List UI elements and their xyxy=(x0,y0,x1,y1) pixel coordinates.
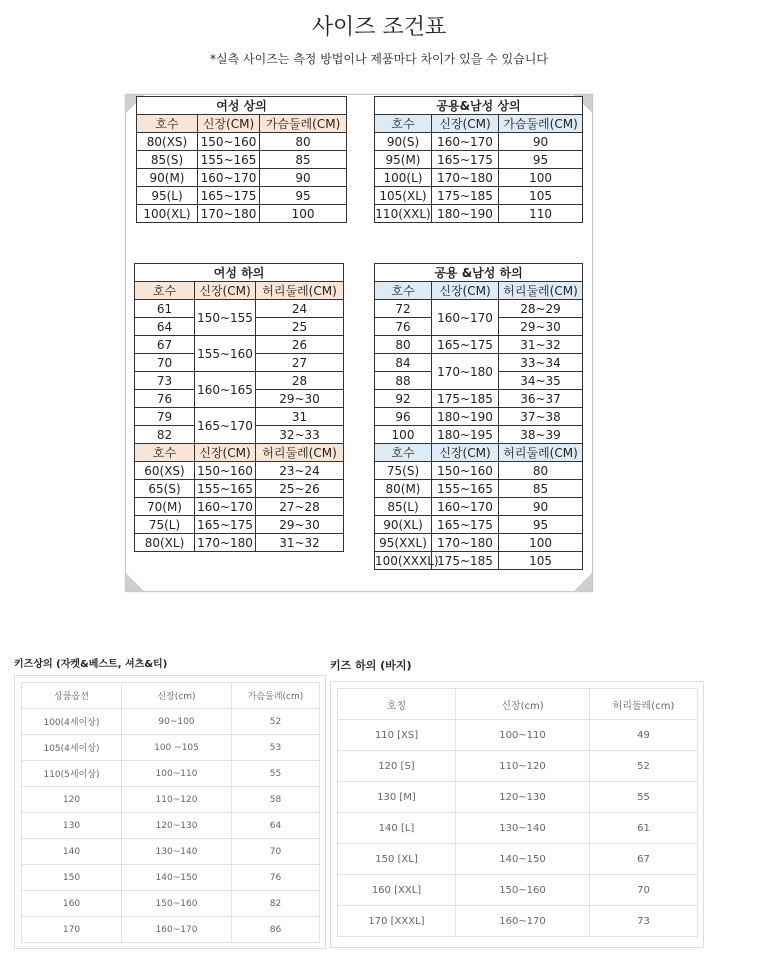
table-cell: 120~130 xyxy=(122,813,232,839)
table-cell: 110~120 xyxy=(122,787,232,813)
table-cell: 70 xyxy=(135,354,195,372)
table-row xyxy=(135,408,344,426)
kids-top-table xyxy=(21,682,320,943)
table-row xyxy=(375,336,583,354)
table-cell: 90(M) xyxy=(137,169,198,187)
header-cell: 상품옵션 xyxy=(22,683,122,709)
table-cell: 130~140 xyxy=(456,813,590,844)
table-cell: 150~160 xyxy=(195,462,256,480)
table-cell: 76 xyxy=(375,318,432,336)
table-row xyxy=(338,875,698,906)
table-cell: 170~180 xyxy=(432,169,499,187)
table-row xyxy=(135,516,344,534)
table-cell: 170 xyxy=(22,917,122,943)
table-cell: 23~24 xyxy=(256,462,344,480)
table-cell: 100 xyxy=(499,534,583,552)
table-cell: 61 xyxy=(135,300,195,318)
table-cell: 85(L) xyxy=(375,498,432,516)
women-top-table xyxy=(136,96,347,223)
table-cell: 165~170 xyxy=(195,408,256,444)
header-cell: 신장(CM) xyxy=(432,282,499,300)
table-cell: 155~165 xyxy=(198,151,260,169)
table-cell: 160~170 xyxy=(198,169,260,187)
table-cell: 80 xyxy=(260,133,347,151)
table-row xyxy=(338,782,698,813)
table-cell: 29~30 xyxy=(256,390,344,408)
table-cell: 110 xyxy=(499,205,583,223)
table-cell: 73 xyxy=(590,906,698,937)
table-cell: 95(M) xyxy=(375,151,432,169)
table-row xyxy=(135,372,344,390)
table-cell: 27~28 xyxy=(256,498,344,516)
table-cell: 100(4세이상) xyxy=(22,709,122,735)
table-cell: 105 xyxy=(499,187,583,205)
table-cell: 55 xyxy=(232,761,320,787)
table-cell: 84 xyxy=(375,354,432,372)
kids-bottom-box xyxy=(330,681,704,948)
table-cell: 31~32 xyxy=(256,534,344,552)
table-cell: 32~33 xyxy=(256,426,344,444)
size-chart-panel xyxy=(125,94,593,592)
table-cell: 150~155 xyxy=(195,300,256,336)
table-cell: 180~190 xyxy=(432,205,499,223)
table-cell: 130 [M] xyxy=(338,782,456,813)
table-row xyxy=(22,891,320,917)
men-top-table xyxy=(374,96,583,223)
header-cell: 가슴둘레(CM) xyxy=(499,115,583,133)
table-cell: 61 xyxy=(590,813,698,844)
table-cell: 64 xyxy=(135,318,195,336)
table-cell: 58 xyxy=(232,787,320,813)
table-cell: 28~29 xyxy=(499,300,583,318)
table-cell: 82 xyxy=(232,891,320,917)
table-cell: 160~170 xyxy=(432,133,499,151)
table-cell: 92 xyxy=(375,390,432,408)
table-row xyxy=(375,516,583,534)
table-row xyxy=(375,169,583,187)
table-cell: 80 xyxy=(499,462,583,480)
table-row xyxy=(135,480,344,498)
header-cell: 가슴둘레(cm) xyxy=(232,683,320,709)
table-cell: 105 xyxy=(499,552,583,570)
table-cell: 25~26 xyxy=(256,480,344,498)
table-row xyxy=(375,480,583,498)
table-cell: 80(M) xyxy=(375,480,432,498)
women-bottom-table xyxy=(134,263,344,552)
table-cell: 100~110 xyxy=(456,720,590,751)
table-cell: 96 xyxy=(375,408,432,426)
table-cell: 150~160 xyxy=(122,891,232,917)
table-row xyxy=(22,839,320,865)
table-cell: 165~175 xyxy=(198,187,260,205)
table-cell: 160 xyxy=(22,891,122,917)
table-cell: 160~170 xyxy=(122,917,232,943)
kids-bottom-table xyxy=(337,688,698,937)
men-bottom-table xyxy=(374,263,583,570)
table-cell: 80(XS) xyxy=(137,133,198,151)
table-cell: 80(XL) xyxy=(135,534,195,552)
table-caption: 공용&남성 상의 xyxy=(375,97,583,115)
table-cell: 100 xyxy=(499,169,583,187)
table-cell: 38~39 xyxy=(499,426,583,444)
table-cell: 120~130 xyxy=(456,782,590,813)
kids-bottom-title: 키즈 하의 (바지) xyxy=(330,659,412,672)
table-cell: 110~120 xyxy=(456,751,590,782)
table-cell: 105(4세이상) xyxy=(22,735,122,761)
table-row xyxy=(338,813,698,844)
table-cell: 49 xyxy=(590,720,698,751)
table-cell: 130~140 xyxy=(122,839,232,865)
table-cell: 160~170 xyxy=(195,498,256,516)
table-cell: 100(XL) xyxy=(137,205,198,223)
table-cell: 140 xyxy=(22,839,122,865)
table-cell: 70 xyxy=(232,839,320,865)
table-cell: 130 xyxy=(22,813,122,839)
table-cell: 85(S) xyxy=(137,151,198,169)
table-cell: 100(L) xyxy=(375,169,432,187)
table-cell: 140 [L] xyxy=(338,813,456,844)
table-cell: 79 xyxy=(135,408,195,426)
table-cell: 95 xyxy=(499,516,583,534)
table-caption: 여성 하의 xyxy=(135,264,344,282)
table-cell: 70(M) xyxy=(135,498,195,516)
table-cell: 95(L) xyxy=(137,187,198,205)
table-row xyxy=(375,552,583,570)
table-cell: 180~190 xyxy=(432,408,499,426)
table-cell: 105(XL) xyxy=(375,187,432,205)
table-caption: 여성 상의 xyxy=(137,97,347,115)
table-row xyxy=(338,906,698,937)
table-cell: 33~34 xyxy=(499,354,583,372)
table-caption: 공용 &남성 하의 xyxy=(375,264,583,282)
header-cell: 신장(cm) xyxy=(456,689,590,720)
table-cell: 90~100 xyxy=(122,709,232,735)
table-cell: 110(5세이상) xyxy=(22,761,122,787)
table-cell: 100 ~105 xyxy=(122,735,232,761)
table-cell: 170 [XXXL] xyxy=(338,906,456,937)
table-cell: 160 [XXL] xyxy=(338,875,456,906)
table-cell: 90 xyxy=(499,498,583,516)
header-cell: 호수 xyxy=(375,115,432,133)
table-cell: 170~180 xyxy=(195,534,256,552)
table-cell: 29~30 xyxy=(499,318,583,336)
header-cell: 허리둘레(cm) xyxy=(590,689,698,720)
table-cell: 155~160 xyxy=(195,336,256,372)
table-row xyxy=(22,761,320,787)
table-cell: 31 xyxy=(256,408,344,426)
table-row xyxy=(137,151,347,169)
table-cell: 67 xyxy=(590,844,698,875)
table-row xyxy=(375,534,583,552)
table-row xyxy=(338,720,698,751)
table-cell: 120 xyxy=(22,787,122,813)
table-cell: 65(S) xyxy=(135,480,195,498)
header-cell: 신장(cm) xyxy=(122,683,232,709)
header-cell: 호수 xyxy=(375,282,432,300)
header-cell: 호수 xyxy=(135,282,195,300)
table-cell: 82 xyxy=(135,426,195,444)
table-cell: 155~165 xyxy=(195,480,256,498)
table-cell: 150 xyxy=(22,865,122,891)
table-row xyxy=(22,709,320,735)
table-cell: 150~160 xyxy=(456,875,590,906)
table-row xyxy=(375,187,583,205)
table-cell: 140~150 xyxy=(122,865,232,891)
table-cell: 160~170 xyxy=(456,906,590,937)
table-row xyxy=(375,354,583,372)
header-cell: 가슴둘레(CM) xyxy=(260,115,347,133)
table-cell: 170~180 xyxy=(432,534,499,552)
table-row xyxy=(22,813,320,839)
table-row xyxy=(22,787,320,813)
table-cell: 160~165 xyxy=(195,372,256,408)
table-cell: 160~170 xyxy=(432,300,499,336)
table-cell: 28 xyxy=(256,372,344,390)
table-cell: 60(XS) xyxy=(135,462,195,480)
table-cell: 90 xyxy=(260,169,347,187)
table-cell: 67 xyxy=(135,336,195,354)
table-cell: 75(L) xyxy=(135,516,195,534)
table-cell: 26 xyxy=(256,336,344,354)
table-row xyxy=(338,844,698,875)
table-cell: 155~165 xyxy=(432,480,499,498)
header-cell: 허리둘레(CM) xyxy=(256,444,344,462)
kids-top-box xyxy=(14,675,326,949)
table-cell: 170~180 xyxy=(432,354,499,390)
table-row xyxy=(22,865,320,891)
table-row xyxy=(375,300,583,318)
table-cell: 180~195 xyxy=(432,426,499,444)
table-row xyxy=(137,169,347,187)
table-cell: 25 xyxy=(256,318,344,336)
table-row xyxy=(375,408,583,426)
table-row xyxy=(375,498,583,516)
photo-corner xyxy=(126,573,144,591)
table-cell: 100(XXXL) xyxy=(375,553,439,568)
header-cell: 신장(CM) xyxy=(195,444,256,462)
header-cell: 신장(CM) xyxy=(195,282,256,300)
header-cell: 호수 xyxy=(137,115,198,133)
table-cell: 88 xyxy=(375,372,432,390)
table-row xyxy=(375,205,583,223)
header-cell: 신장(CM) xyxy=(198,115,260,133)
table-cell: 110 [XS] xyxy=(338,720,456,751)
table-cell: 150~160 xyxy=(198,133,260,151)
table-cell: 70 xyxy=(590,875,698,906)
table-cell: 100~110 xyxy=(122,761,232,787)
table-cell: 150~160 xyxy=(432,462,499,480)
table-row xyxy=(137,205,347,223)
table-cell: 31~32 xyxy=(499,336,583,354)
table-cell: 72 xyxy=(375,300,432,318)
header-cell: 허리둘레(CM) xyxy=(499,282,583,300)
table-cell: 95 xyxy=(260,187,347,205)
header-cell: 신장(CM) xyxy=(432,115,499,133)
photo-corner xyxy=(574,573,592,591)
table-cell: 85 xyxy=(260,151,347,169)
table-cell: 90 xyxy=(499,133,583,151)
table-cell: 75(S) xyxy=(375,462,432,480)
table-cell: 86 xyxy=(232,917,320,943)
table-row xyxy=(375,151,583,169)
table-cell: 175~185 xyxy=(432,187,499,205)
table-cell: 36~37 xyxy=(499,390,583,408)
table-cell: 85 xyxy=(499,480,583,498)
page-title: 사이즈 조건표 xyxy=(311,15,447,40)
table-cell: 110(XXL) xyxy=(375,206,431,221)
table-cell: 80 xyxy=(375,336,432,354)
table-cell: 150 [XL] xyxy=(338,844,456,875)
table-row xyxy=(375,426,583,444)
table-cell: 175~185 xyxy=(432,552,499,570)
table-cell: 100 xyxy=(260,205,347,223)
kids-top-title: 키즈상의 (자켓&베스트, 셔츠&티) xyxy=(14,659,168,670)
table-cell: 95 xyxy=(499,151,583,169)
header-cell: 호칭 xyxy=(338,689,456,720)
table-cell: 34~35 xyxy=(499,372,583,390)
table-row xyxy=(135,498,344,516)
table-cell: 53 xyxy=(232,735,320,761)
header-cell: 호수 xyxy=(375,444,432,462)
table-cell: 27 xyxy=(256,354,344,372)
table-cell: 170~180 xyxy=(198,205,260,223)
table-cell: 37~38 xyxy=(499,408,583,426)
table-row xyxy=(137,187,347,205)
header-cell: 허리둘레(CM) xyxy=(256,282,344,300)
table-cell: 90(S) xyxy=(375,133,432,151)
table-row xyxy=(338,751,698,782)
table-cell: 52 xyxy=(232,709,320,735)
table-row xyxy=(22,735,320,761)
table-row xyxy=(375,390,583,408)
header-cell: 신장(CM) xyxy=(432,444,499,462)
header-cell: 호수 xyxy=(135,444,195,462)
table-cell: 100 xyxy=(375,426,432,444)
table-cell: 95(XXL) xyxy=(375,534,432,552)
table-cell: 52 xyxy=(590,751,698,782)
table-cell: 76 xyxy=(232,865,320,891)
table-cell: 55 xyxy=(590,782,698,813)
header-cell: 허리둘레(CM) xyxy=(499,444,583,462)
table-cell: 140~150 xyxy=(456,844,590,875)
table-row xyxy=(135,336,344,354)
table-cell: 160~170 xyxy=(432,498,499,516)
table-cell: 165~175 xyxy=(432,516,499,534)
table-cell: 165~175 xyxy=(195,516,256,534)
table-row xyxy=(22,917,320,943)
table-cell: 73 xyxy=(135,372,195,390)
table-row xyxy=(375,133,583,151)
table-cell: 64 xyxy=(232,813,320,839)
table-cell: 29~30 xyxy=(256,516,344,534)
table-cell: 24 xyxy=(256,300,344,318)
table-cell: 76 xyxy=(135,390,195,408)
table-row xyxy=(375,462,583,480)
table-row xyxy=(135,462,344,480)
table-cell: 175~185 xyxy=(432,390,499,408)
table-cell: 165~175 xyxy=(432,336,499,354)
table-cell: 120 [S] xyxy=(338,751,456,782)
table-row xyxy=(135,534,344,552)
page-subtitle: *실측 사이즈는 측정 방법이나 제품마다 차이가 있을 수 있습니다 xyxy=(210,52,548,66)
table-cell: 165~175 xyxy=(432,151,499,169)
table-row xyxy=(137,133,347,151)
table-row xyxy=(135,300,344,318)
table-cell: 90(XL) xyxy=(375,516,432,534)
